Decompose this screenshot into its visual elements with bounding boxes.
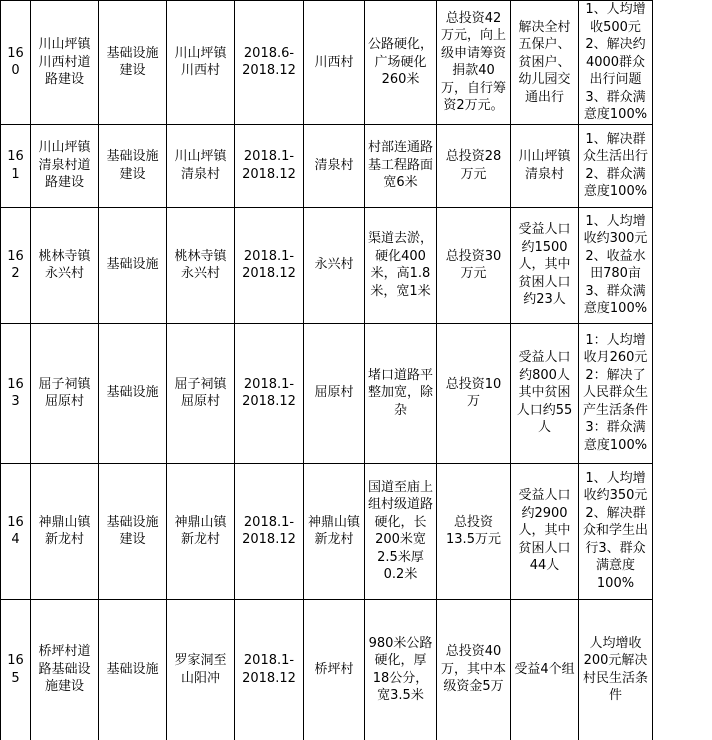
row-number-cell: 160	[1, 1, 31, 125]
row-number-cell: 165	[1, 599, 31, 740]
location-cell: 川山坪镇川西村	[167, 1, 235, 125]
project-type-cell: 基础设施	[99, 599, 167, 740]
investment-cell: 总投资28万元	[437, 124, 511, 207]
table-row	[1, 207, 653, 323]
project-name-cell: 桃林寺镇永兴村	[31, 207, 99, 323]
project-name-cell: 神鼎山镇新龙村	[31, 463, 99, 599]
table-row	[1, 599, 653, 740]
beneficiaries-cell: 川山坪镇清泉村	[511, 124, 579, 207]
project-type-cell: 基础设施建设	[99, 124, 167, 207]
content-cell: 村部连通路基工程路面宽6米	[365, 124, 437, 207]
location-cell: 神鼎山镇新龙村	[167, 463, 235, 599]
village-cell: 永兴村	[304, 207, 365, 323]
benefits-cell: 1：人均增收月260元2：解决了人民群众生产生活条件3：群众满意度100%	[579, 323, 653, 463]
period-cell: 2018.1-2018.12	[235, 599, 304, 740]
period-cell: 2018.1-2018.12	[235, 463, 304, 599]
benefits-cell: 1、人均增收约350元2、解决群众和学生出行3、群众满意度100%	[579, 463, 653, 599]
table-row	[1, 463, 653, 599]
location-cell: 桃林寺镇永兴村	[167, 207, 235, 323]
table-row	[1, 1, 653, 125]
benefits-cell: 1、解决群众生活出行2、群众满意度100%	[579, 124, 653, 207]
content-cell: 堵口道路平整加宽，除杂	[365, 323, 437, 463]
benefits-cell: 1、人均增收500元2、解决约4000群众出行问题3、群众满意度100%	[579, 1, 653, 125]
investment-cell: 总投资13.5万元	[437, 463, 511, 599]
investment-cell: 总投资42万元，向上级申请筹资捐款40万，自行筹资2万元。	[437, 1, 511, 125]
beneficiaries-cell: 受益人口约800人其中贫困人口约55人	[511, 323, 579, 463]
project-type-cell: 基础设施	[99, 323, 167, 463]
period-cell: 2018.1-2018.12	[235, 124, 304, 207]
content-cell: 980米公路硬化，厚18公分，宽3.5米	[365, 599, 437, 740]
project-name-cell: 屈子祠镇屈原村	[31, 323, 99, 463]
benefits-cell: 1、人均增收约300元2、收益水田780亩3、群众满意度100%	[579, 207, 653, 323]
project-name-cell: 川山坪镇川西村道路建设	[31, 1, 99, 125]
investment-cell: 总投资30万元	[437, 207, 511, 323]
village-cell: 清泉村	[304, 124, 365, 207]
row-number-cell: 161	[1, 124, 31, 207]
beneficiaries-cell: 解决全村五保户、贫困户、幼儿园交通出行	[511, 1, 579, 125]
investment-cell: 总投资10万	[437, 323, 511, 463]
row-number-cell: 164	[1, 463, 31, 599]
village-cell: 神鼎山镇新龙村	[304, 463, 365, 599]
content-cell: 渠道去淤，硬化400米，高1.8米，宽1米	[365, 207, 437, 323]
table-row	[1, 124, 653, 207]
beneficiaries-cell: 受益人口约1500人，其中贫困人口约23人	[511, 207, 579, 323]
period-cell: 2018.6-2018.12	[235, 1, 304, 125]
project-type-cell: 基础设施建设	[99, 1, 167, 125]
row-number-cell: 163	[1, 323, 31, 463]
location-cell: 川山坪镇清泉村	[167, 124, 235, 207]
content-cell: 公路硬化，广场硬化260米	[365, 1, 437, 125]
period-cell: 2018.1-2018.12	[235, 207, 304, 323]
table-row	[1, 323, 653, 463]
period-cell: 2018.1-2018.12	[235, 323, 304, 463]
row-number-cell: 162	[1, 207, 31, 323]
benefits-cell: 人均增收200元解决村民生活条件	[579, 599, 653, 740]
village-cell: 屈原村	[304, 323, 365, 463]
investment-cell: 总投资40万，其中本级资金5万	[437, 599, 511, 740]
location-cell: 屈子祠镇屈原村	[167, 323, 235, 463]
village-cell: 桥坪村	[304, 599, 365, 740]
beneficiaries-cell: 受益4个组	[511, 599, 579, 740]
project-name-cell: 川山坪镇清泉村道路建设	[31, 124, 99, 207]
content-cell: 国道至庙上组村级道路硬化，长200米宽2.5米厚0.2米	[365, 463, 437, 599]
location-cell: 罗家洞至山阳冲	[167, 599, 235, 740]
project-type-cell: 基础设施建设	[99, 463, 167, 599]
village-cell: 川西村	[304, 1, 365, 125]
project-name-cell: 桥坪村道路基础设施建设	[31, 599, 99, 740]
beneficiaries-cell: 受益人口约2900人，其中贫困人口44人	[511, 463, 579, 599]
project-type-cell: 基础设施	[99, 207, 167, 323]
